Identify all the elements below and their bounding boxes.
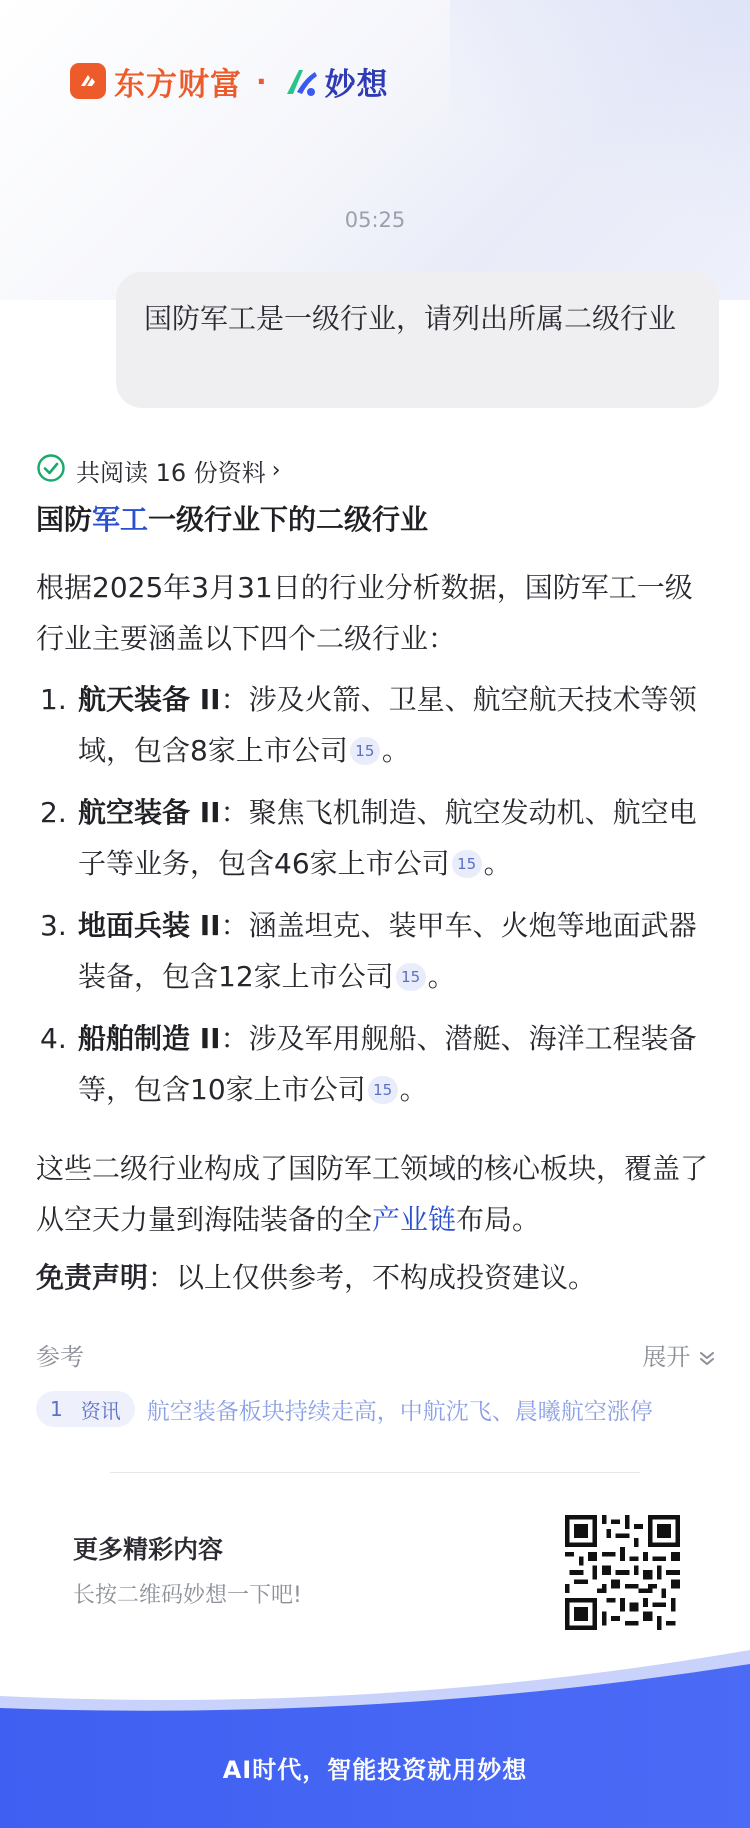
references-expand-label: 展开 [642,1343,691,1371]
citation-badge[interactable]: 15 [350,737,380,765]
answer-intro: 根据2025年3月31日的行业分析数据，国防军工一级行业主要涵盖以下四个二级行业： [36,571,693,655]
list-item-end: 。 [427,960,456,993]
summary-text: 这些二级行业构成了国防军工领域的核心板块，覆盖了从空天力量到海陆装备的全 [36,1152,709,1236]
brand-name: 东方财富 [114,66,242,103]
answer-title-link[interactable]: 军工 [92,503,149,536]
list-item [36,674,716,776]
citation-badge[interactable]: 15 [452,850,482,878]
brand-separator: · [256,64,267,98]
sources-read-toggle[interactable] [36,452,281,488]
list-item-separator: ： [220,796,249,829]
disclaimer-label: 免责声明 [36,1261,149,1294]
chevron-right-icon: › [271,457,281,483]
summary-text-end: 布局。 [456,1203,541,1236]
header-background [0,0,750,300]
double-chevron-down-icon [698,1349,716,1367]
answer-title-suffix: 一级行业下的二级行业 [148,503,429,536]
list-item-separator: ： [220,1022,249,1055]
list-item-separator: ： [220,683,249,716]
answer-title-prefix: 国防 [36,503,93,536]
eastmoney-logo-icon [70,63,106,99]
footer-banner [0,1650,750,1828]
reference-title: 航空装备板块持续走高，中航沈飞、晨曦航空涨停 [146,1398,653,1425]
disclaimer-text: ：以上仅供参考，不构成投资建议。 [148,1261,597,1294]
list-item [36,1013,716,1115]
list-item-separator: ： [220,909,249,942]
answer-summary [36,1143,716,1245]
footer-slogan: AI时代，智能投资就用妙想 [222,1756,528,1784]
list-item-end: 。 [399,1073,428,1106]
check-circle-icon [36,453,66,487]
promo-subtitle: 长按二维码妙想一下吧! [73,1583,302,1608]
reference-type: 资讯 [80,1398,121,1423]
list-item-number: 4. [40,1022,67,1055]
summary-link[interactable]: 产业链 [372,1203,457,1236]
list-item-number: 2. [40,796,67,829]
list-item [36,900,716,1002]
reference-index: 1 [50,1397,63,1421]
references-header [36,1337,716,1373]
list-item-number: 1. [40,683,67,716]
sources-read-label: 共阅读 16 份资料 [76,458,266,487]
citation-badge[interactable]: 15 [368,1076,398,1104]
section-divider [110,1472,640,1473]
list-item-name: 航空装备 II [78,796,221,829]
miaoxiang-logo-icon [281,62,321,100]
citation-badge[interactable]: 15 [396,963,426,991]
list-item-description: 聚焦飞机制造、航空发动机、航空电子等业务，包含46家上市公司 [78,796,697,880]
list-item [36,787,716,889]
list-item-description: 涉及火箭、卫星、航空航天技术等领域，包含8家上市公司 [78,683,697,767]
references-expand-button[interactable] [642,1337,716,1372]
reference-item[interactable] [36,1390,716,1428]
disclaimer [36,1252,716,1303]
promo-title: 更多精彩内容 [73,1535,224,1564]
message-timestamp: 05:25 [344,208,406,232]
list-item-end: 。 [381,734,410,767]
answer-title [36,497,428,543]
brand-header [70,62,389,103]
references-label: 参考 [36,1343,84,1371]
reference-tag [36,1391,135,1427]
user-message-bubble: 国防军工是一级行业，请列出所属二级行业 [116,272,719,408]
list-item-description: 涵盖坦克、装甲车、火炮等地面武器装备，包含12家上市公司 [78,909,697,993]
list-item-description: 涉及军用舰船、潜艇、海洋工程装备等，包含10家上市公司 [78,1022,697,1106]
list-item-name: 船舶制造 II [78,1022,221,1055]
qr-code-icon[interactable] [565,1515,680,1630]
product-name: 妙想 [324,66,389,103]
list-item-name: 航天装备 II [78,683,221,716]
list-item-name: 地面兵装 II [78,909,221,942]
list-item-end: 。 [483,847,512,880]
industry-list [36,674,716,1126]
list-item-number: 3. [40,909,67,942]
